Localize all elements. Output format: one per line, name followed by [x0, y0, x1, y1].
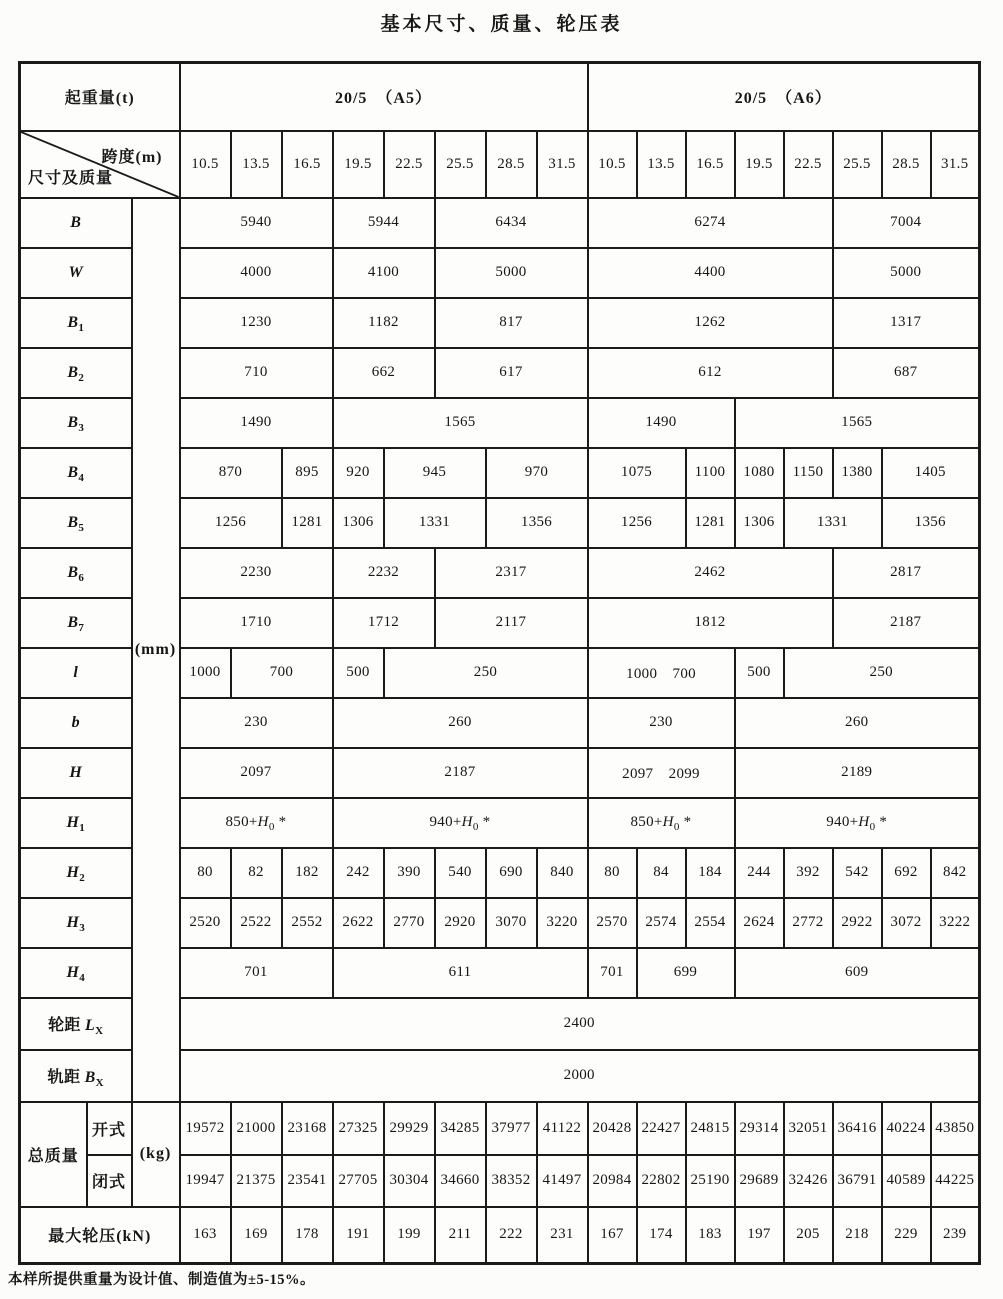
span-axis-label: 跨度(m)	[101, 148, 163, 166]
span-header-cell-9: 13.5	[637, 131, 686, 198]
data-cell: 1405	[882, 448, 980, 498]
data-cell: 1000	[180, 648, 231, 698]
wheel-pressure-label: 最大轮压(kN)	[20, 1207, 180, 1264]
row-label: 轨距 $B_X$	[20, 1050, 132, 1102]
data-cell: 2522	[231, 898, 282, 948]
data-cell: 1000 700	[588, 648, 735, 698]
data-cell: 4100	[333, 248, 435, 298]
row-label: b	[20, 698, 132, 748]
span-header-cell-1: 13.5	[231, 131, 282, 198]
data-cell: 870	[180, 448, 282, 498]
wheel-pressure-row	[20, 1207, 980, 1264]
spec-table	[18, 61, 981, 1265]
spec-table-body	[20, 63, 980, 1264]
data-cell: 2570	[588, 898, 637, 948]
data-cell: 7004	[833, 198, 980, 248]
data-cell: 82	[231, 848, 282, 898]
footnote: 本样所提供重量为设计值、制造值为±5-15%。	[8, 1272, 316, 1288]
data-cell: 1262	[588, 298, 833, 348]
row-label: $B_1$	[20, 298, 132, 348]
span-header-cell-0: 10.5	[180, 131, 231, 198]
open-label: 开式	[87, 1102, 132, 1155]
data-cell: 5000	[435, 248, 588, 298]
span-header-cell-14: 28.5	[882, 131, 931, 198]
data-cell: 1490	[180, 398, 333, 448]
data-cell: 692	[882, 848, 931, 898]
data-cell: 84	[637, 848, 686, 898]
data-cell: 5000	[833, 248, 980, 298]
data-cell: 699	[637, 948, 735, 998]
header-row-spans	[20, 131, 980, 198]
page-title: 基本尺寸、质量、轮压表	[380, 14, 623, 35]
data-cell: 1812	[588, 598, 833, 648]
row-label: $H_4$	[20, 948, 132, 998]
data-cell: 20428	[588, 1102, 637, 1155]
data-cell: 29929	[384, 1102, 435, 1155]
data-cell: 701	[180, 948, 333, 998]
data-cell: 2462	[588, 548, 833, 598]
data-cell: 36416	[833, 1102, 882, 1155]
data-cell: 250	[384, 648, 588, 698]
data-cell: 500	[735, 648, 784, 698]
span-header-cell-11: 19.5	[735, 131, 784, 198]
data-cell: 22802	[637, 1155, 686, 1207]
data-cell: 167	[588, 1207, 637, 1264]
span-header-cell-4: 22.5	[384, 131, 435, 198]
data-cell: 710	[180, 348, 333, 398]
data-cell: 392	[784, 848, 833, 898]
data-cell: 169	[231, 1207, 282, 1264]
data-cell: 230	[180, 698, 333, 748]
data-cell: 4400	[588, 248, 833, 298]
data-cell: 2230	[180, 548, 333, 598]
data-cell: 2097	[180, 748, 333, 798]
data-cell: 231	[537, 1207, 588, 1264]
data-cell: 40589	[882, 1155, 931, 1207]
data-cell: 690	[486, 848, 537, 898]
data-cell: 2187	[333, 748, 588, 798]
data-cell: 1281	[686, 498, 735, 548]
data-cell: 2622	[333, 898, 384, 948]
data-cell: 250	[784, 648, 980, 698]
row-label: $B_7$	[20, 598, 132, 648]
data-cell: 25190	[686, 1155, 735, 1207]
row-label: $H_3$	[20, 898, 132, 948]
data-cell: 43850	[931, 1102, 980, 1155]
data-cell: 2817	[833, 548, 980, 598]
unit-kg-cell: (kg)	[132, 1102, 180, 1207]
data-cell: 2552	[282, 898, 333, 948]
data-cell: 222	[486, 1207, 537, 1264]
row-label: l	[20, 648, 132, 698]
data-cell: 32051	[784, 1102, 833, 1155]
data-cell: 20984	[588, 1155, 637, 1207]
data-cell: 700	[231, 648, 333, 698]
data-cell: 23541	[282, 1155, 333, 1207]
dim-row	[20, 198, 980, 248]
data-cell: 3222	[931, 898, 980, 948]
data-cell: 970	[486, 448, 588, 498]
row-label: $H_1$	[20, 798, 132, 848]
data-cell: 80	[588, 848, 637, 898]
data-cell: 41497	[537, 1155, 588, 1207]
row-label: W	[20, 248, 132, 298]
span-header-cell-6: 28.5	[486, 131, 537, 198]
data-cell: 4000	[180, 248, 333, 298]
data-cell: 27325	[333, 1102, 384, 1155]
data-cell: 1080	[735, 448, 784, 498]
span-header-cell-3: 19.5	[333, 131, 384, 198]
data-cell: 182	[282, 848, 333, 898]
unit-mm-cell: (mm)	[132, 198, 180, 1102]
data-cell: 1100	[686, 448, 735, 498]
data-cell: 542	[833, 848, 882, 898]
data-cell: 540	[435, 848, 486, 898]
row-label: $B_6$	[20, 548, 132, 598]
data-cell: 2187	[833, 598, 980, 648]
data-cell: 2624	[735, 898, 784, 948]
data-cell: 40224	[882, 1102, 931, 1155]
data-cell: 1331	[784, 498, 882, 548]
data-cell: 612	[588, 348, 833, 398]
span-header-cell-8: 10.5	[588, 131, 637, 198]
span-header-cell-10: 16.5	[686, 131, 735, 198]
data-cell: $850+H_0$ *	[180, 798, 333, 848]
header-row-capacity	[20, 63, 980, 131]
diagonal-header-cell	[20, 131, 180, 198]
data-cell: 662	[333, 348, 435, 398]
span-header-cell-12: 22.5	[784, 131, 833, 198]
data-cell: 230	[588, 698, 735, 748]
data-cell: 1356	[882, 498, 980, 548]
data-cell: 2574	[637, 898, 686, 948]
data-cell: 36791	[833, 1155, 882, 1207]
data-cell: 260	[333, 698, 588, 748]
data-cell: 2920	[435, 898, 486, 948]
data-cell: 191	[333, 1207, 384, 1264]
group-a6-header: 20/5 （A6）	[588, 63, 980, 131]
closed-label: 闭式	[87, 1155, 132, 1207]
data-cell: $940+H_0$ *	[735, 798, 980, 848]
data-cell: 2400	[180, 998, 980, 1050]
data-cell: 21000	[231, 1102, 282, 1155]
data-cell: 163	[180, 1207, 231, 1264]
data-cell: 945	[384, 448, 486, 498]
row-label: B	[20, 198, 132, 248]
data-cell: 229	[882, 1207, 931, 1264]
data-cell: 1150	[784, 448, 833, 498]
data-cell: 842	[931, 848, 980, 898]
data-cell: 1281	[282, 498, 333, 548]
data-cell: 260	[735, 698, 980, 748]
span-header-cell-7: 31.5	[537, 131, 588, 198]
span-header-cell-5: 25.5	[435, 131, 486, 198]
data-cell: 183	[686, 1207, 735, 1264]
data-cell: 3072	[882, 898, 931, 948]
data-cell: 1230	[180, 298, 333, 348]
data-cell: 27705	[333, 1155, 384, 1207]
data-cell: 2000	[180, 1050, 980, 1102]
data-cell: 23168	[282, 1102, 333, 1155]
data-cell: 32426	[784, 1155, 833, 1207]
data-cell: 1565	[333, 398, 588, 448]
data-cell: 3220	[537, 898, 588, 948]
data-cell: 2117	[435, 598, 588, 648]
span-header-cell-13: 25.5	[833, 131, 882, 198]
data-cell: 817	[435, 298, 588, 348]
data-cell: 21375	[231, 1155, 282, 1207]
data-cell: 239	[931, 1207, 980, 1264]
data-cell: 19572	[180, 1102, 231, 1155]
data-cell: 390	[384, 848, 435, 898]
data-cell: 197	[735, 1207, 784, 1264]
data-cell: 1565	[735, 398, 980, 448]
data-cell: 1380	[833, 448, 882, 498]
data-cell: 687	[833, 348, 980, 398]
data-cell: 211	[435, 1207, 486, 1264]
data-cell: 2232	[333, 548, 435, 598]
data-cell: 5940	[180, 198, 333, 248]
data-cell: 244	[735, 848, 784, 898]
data-cell: 6274	[588, 198, 833, 248]
data-cell: 6434	[435, 198, 588, 248]
data-cell: 242	[333, 848, 384, 898]
data-cell: 2772	[784, 898, 833, 948]
data-cell: 617	[435, 348, 588, 398]
row-label: $B_4$	[20, 448, 132, 498]
data-cell: 3070	[486, 898, 537, 948]
data-cell: 184	[686, 848, 735, 898]
row-label: $B_5$	[20, 498, 132, 548]
data-cell: 29314	[735, 1102, 784, 1155]
data-cell: 218	[833, 1207, 882, 1264]
data-cell: $850+H_0$ *	[588, 798, 735, 848]
data-cell: 174	[637, 1207, 686, 1264]
data-cell: 701	[588, 948, 637, 998]
data-cell: 41122	[537, 1102, 588, 1155]
data-cell: 38352	[486, 1155, 537, 1207]
data-cell: 2097 2099	[588, 748, 735, 798]
data-cell: 1710	[180, 598, 333, 648]
data-cell: 1306	[735, 498, 784, 548]
row-label: 轮距 $L_X$	[20, 998, 132, 1050]
data-cell: 2189	[735, 748, 980, 798]
data-cell: 2520	[180, 898, 231, 948]
data-cell: 611	[333, 948, 588, 998]
data-cell: 1256	[588, 498, 686, 548]
data-cell: 609	[735, 948, 980, 998]
data-cell: 19947	[180, 1155, 231, 1207]
row-label: $B_2$	[20, 348, 132, 398]
span-header-cell-15: 31.5	[931, 131, 980, 198]
data-cell: 1306	[333, 498, 384, 548]
data-cell: 178	[282, 1207, 333, 1264]
data-cell: 205	[784, 1207, 833, 1264]
data-cell: 30304	[384, 1155, 435, 1207]
data-cell: 34660	[435, 1155, 486, 1207]
data-cell: 44225	[931, 1155, 980, 1207]
data-cell: $940+H_0$ *	[333, 798, 588, 848]
span-header-cell-2: 16.5	[282, 131, 333, 198]
data-cell: 840	[537, 848, 588, 898]
data-cell: 22427	[637, 1102, 686, 1155]
data-cell: 895	[282, 448, 333, 498]
data-cell: 5944	[333, 198, 435, 248]
data-cell: 34285	[435, 1102, 486, 1155]
data-cell: 500	[333, 648, 384, 698]
group-a5-header: 20/5 （A5）	[180, 63, 588, 131]
data-cell: 1317	[833, 298, 980, 348]
data-cell: 1182	[333, 298, 435, 348]
data-cell: 1490	[588, 398, 735, 448]
mass-label: 总质量	[20, 1102, 87, 1207]
data-cell: 37977	[486, 1102, 537, 1155]
data-cell: 80	[180, 848, 231, 898]
data-cell: 1356	[486, 498, 588, 548]
data-cell: 2922	[833, 898, 882, 948]
data-cell: 2770	[384, 898, 435, 948]
data-cell: 1256	[180, 498, 282, 548]
data-cell: 1331	[384, 498, 486, 548]
row-label: $B_3$	[20, 398, 132, 448]
data-cell: 24815	[686, 1102, 735, 1155]
data-cell: 920	[333, 448, 384, 498]
mass-open-row	[20, 1102, 980, 1155]
data-cell: 199	[384, 1207, 435, 1264]
row-label: $H_2$	[20, 848, 132, 898]
data-cell: 2554	[686, 898, 735, 948]
data-cell: 1712	[333, 598, 435, 648]
dims-axis-label: 尺寸及质量	[28, 169, 114, 187]
capacity-header-cell: 起重量(t)	[20, 63, 180, 131]
data-cell: 2317	[435, 548, 588, 598]
data-cell: 29689	[735, 1155, 784, 1207]
row-label: H	[20, 748, 132, 798]
data-cell: 1075	[588, 448, 686, 498]
